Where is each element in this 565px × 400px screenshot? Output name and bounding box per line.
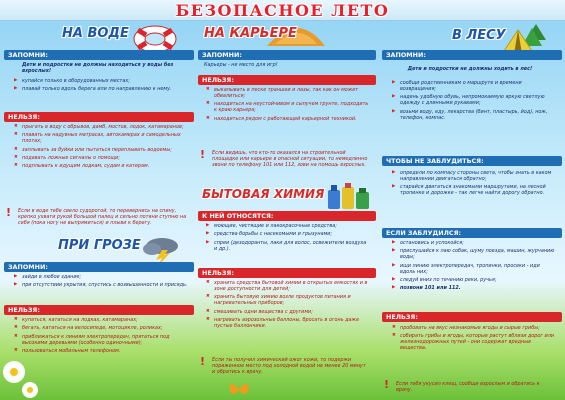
forest-remember-note: Дети и подростки не должны ходить в лес! bbox=[407, 66, 533, 72]
list-item: ✖ прыгать в воду с обрывов, дамб, мостов, лодок, катамаранов; bbox=[14, 124, 188, 130]
quarry-emergency-note: Если видишь, что кто-то оказался на строительной площадке или карьере в опасной ситуации, то немедленно звони по телефону 101 или 112, зови на помощь взрослых. bbox=[212, 150, 368, 169]
list-item: ✖ заплывать за буйки или пытаться переплывать водоемы; bbox=[14, 147, 188, 153]
chemicals-forbidden-label: НЕЛЬЗЯ: bbox=[198, 268, 376, 278]
list-item: ✖ подавать ложные сигналы о помощи; bbox=[14, 155, 188, 161]
poster-title: БЕЗОПАСНОЕ ЛЕТО bbox=[175, 1, 390, 20]
list-item: ✖ собирать грибы и ягоды, которые растут вблизи дорог или железнодорожных путей - они содержат вредные вещества. bbox=[392, 333, 556, 351]
forest-lost-label: ЧТОБЫ НЕ ЗАБЛУДИТЬСЯ: bbox=[382, 156, 562, 166]
butterfly-icon bbox=[226, 378, 252, 400]
list-item: ✖ нагревать аэрозольные баллоны, бросать в огонь даже пустые баллончики. bbox=[206, 317, 370, 329]
water-warning-icon: ! bbox=[6, 206, 12, 219]
chemicals-heading: БЫТОВАЯ ХИМИЯ bbox=[202, 187, 325, 201]
forest-warning-icon: ! bbox=[384, 378, 390, 391]
list-item: ✖ находиться рядом с работающей карьерной техникой. bbox=[206, 116, 370, 122]
forest-tick-note: Если тебя укусил клещ, сообщи взрослым и обратись к врачу. bbox=[396, 381, 540, 394]
list-item: ▶ купайся только в оборудованных местах; bbox=[14, 78, 188, 84]
list-item: ✖ бегать, кататься на велосипеде, мотоцикле, роликах; bbox=[14, 325, 188, 331]
forest-remember-label: ЗАПОМНИ: bbox=[382, 50, 562, 60]
list-item: ✖ купаться, кататься на лодках, катамаранах; bbox=[14, 317, 188, 323]
water-remember-list bbox=[14, 78, 188, 95]
list-item: ▶ возьми воду, еду, лекарства (бинт, пластырь, йод), нож, телефон, компас. bbox=[392, 109, 556, 121]
list-item: ▶ зайди в любое здание; bbox=[14, 274, 188, 280]
chemicals-emergency-note: Если ты получил химический ожог кожи, то подержи пораженное место под холодной водой не менее 20 минут и обратись к врачу. bbox=[212, 357, 366, 376]
forest-forbidden-label: НЕЛЬЗЯ: bbox=[382, 312, 562, 322]
water-forbidden-label: НЕЛЬЗЯ: bbox=[4, 112, 194, 122]
forest-heading: В ЛЕСУ bbox=[452, 28, 506, 43]
list-item: ✖ приближаться к линиям электропередач, прятаться под высокими деревьями (особенно одиночными); bbox=[14, 334, 188, 346]
forest-lost-list bbox=[392, 170, 556, 199]
list-item: ▶ определи по компасу стороны света, чтобы знать в каком направлении двигаться обратно; bbox=[392, 170, 556, 182]
forest-if-lost-list bbox=[392, 240, 556, 294]
chemical-bottles-icon bbox=[326, 180, 372, 210]
chemicals-includes-label: К НЕЙ ОТНОСЯТСЯ: bbox=[198, 211, 376, 221]
quarry-warning-icon: ! bbox=[200, 148, 206, 161]
list-item: ▶ позвони 101 или 112. bbox=[392, 285, 556, 291]
list-item: ✖ смешивать одни вещества с другими; bbox=[206, 309, 370, 315]
chemicals-warning-icon: ! bbox=[200, 355, 206, 368]
list-item: ▶ следуй вниз по течению реки, ручья; bbox=[392, 277, 556, 283]
list-item: ▶ ищи линию электропередач, тропинки, просеки - иди вдоль них; bbox=[392, 263, 556, 275]
quarry-forbidden-label: НЕЛЬЗЯ: bbox=[198, 75, 376, 85]
list-item: ✖ хранить бытовую химию возле продуктов питания и нагревательных приборов; bbox=[206, 294, 370, 306]
list-item: ▶ прислушайся к лаю собак, шуму поезда, машин, журчанию воды; bbox=[392, 248, 556, 260]
list-item: ▶ моющие, чистящие и лакокрасочные средства; bbox=[206, 223, 370, 229]
storm-remember-label: ЗАПОМНИ: bbox=[4, 262, 194, 272]
list-item: ▶ остановись и успокойся; bbox=[392, 240, 556, 246]
list-item: ▶ средства борьбы с насекомыми и грызунами; bbox=[206, 231, 370, 237]
chemicals-forbidden-list bbox=[206, 280, 370, 331]
list-item: ✖ хранить средства бытовой химии в открытых емкостях и в зоне доступности для детей; bbox=[206, 280, 370, 292]
list-item: ✖ находиться на неустойчивом и сыпучем грунте, подходить к краю карьера; bbox=[206, 101, 370, 113]
list-item: ✖ пользоваться мобильным телефоном. bbox=[14, 348, 188, 354]
daisy-flowers-icon bbox=[0, 350, 40, 400]
quarry-heading: НА КАРЬЕРЕ bbox=[204, 26, 297, 41]
quarry-forbidden-list bbox=[206, 87, 370, 124]
storm-forbidden-label: НЕЛЬЗЯ: bbox=[4, 305, 194, 315]
list-item: ✖ пробовать на вкус незнакомые ягоды и сырые грибы; bbox=[392, 325, 556, 331]
storm-heading: ПРИ ГРОЗЕ bbox=[58, 238, 141, 253]
title-banner bbox=[0, 0, 565, 21]
list-item: ✖ подплывать к идущим лодкам, судам и катерам. bbox=[14, 163, 188, 169]
water-emergency-note: Если в воде тебе свело судорогой, то перевернись на спину, крепко ухвати рукой большой палец и сильно потяни ступню на себя (пока ногу не выпрямиться) и плыви к берегу. bbox=[18, 208, 187, 227]
water-remember-label: ЗАПОМНИ: bbox=[4, 50, 194, 60]
list-item: ▶ при отсутствии укрытия, спустись с возвышенности и присядь. bbox=[14, 282, 188, 288]
storm-remember-list bbox=[14, 274, 188, 291]
list-item: ▶ спреи (дезодоранты, лаки для волос, освежители воздуха и др.). bbox=[206, 240, 370, 252]
forest-forbidden-list bbox=[392, 325, 556, 354]
list-item: ▶ плавай только вдоль берега или по направлению к нему. bbox=[14, 86, 188, 92]
list-item: ▶ сообщи родственникам о маршруте и времени возвращения; bbox=[392, 80, 556, 92]
quarry-remember-note: Карьеры - не место для игр! bbox=[204, 62, 278, 68]
forest-if-lost-label: ЕСЛИ ЗАБЛУДИЛСЯ: bbox=[382, 228, 562, 238]
storm-forbidden-list bbox=[14, 317, 188, 356]
chemicals-includes-list bbox=[206, 223, 370, 254]
list-item: ▶ надень удобную обувь, непромокаемую яркую светлую одежду с длинными рукавами; bbox=[392, 94, 556, 106]
list-item: ✖ плавать на надувных матрасах, автокамерах и самодельных плотах; bbox=[14, 132, 188, 144]
water-remember-note: Дети и подростки не должны находиться у воды без взрослых! bbox=[22, 62, 174, 75]
forest-remember-list bbox=[392, 80, 556, 123]
quarry-remember-label: ЗАПОМНИ: bbox=[198, 50, 376, 60]
list-item: ✖ выкапывать в песке траншеи и лазы, так как он может обвалиться; bbox=[206, 87, 370, 99]
water-forbidden-list bbox=[14, 124, 188, 172]
water-heading: НА ВОДЕ bbox=[62, 26, 129, 41]
list-item: ▶ старайся двигаться знакомыми маршрутами, на лесной тропинке и дорожке - так легче найти дорогу обратно. bbox=[392, 184, 556, 196]
